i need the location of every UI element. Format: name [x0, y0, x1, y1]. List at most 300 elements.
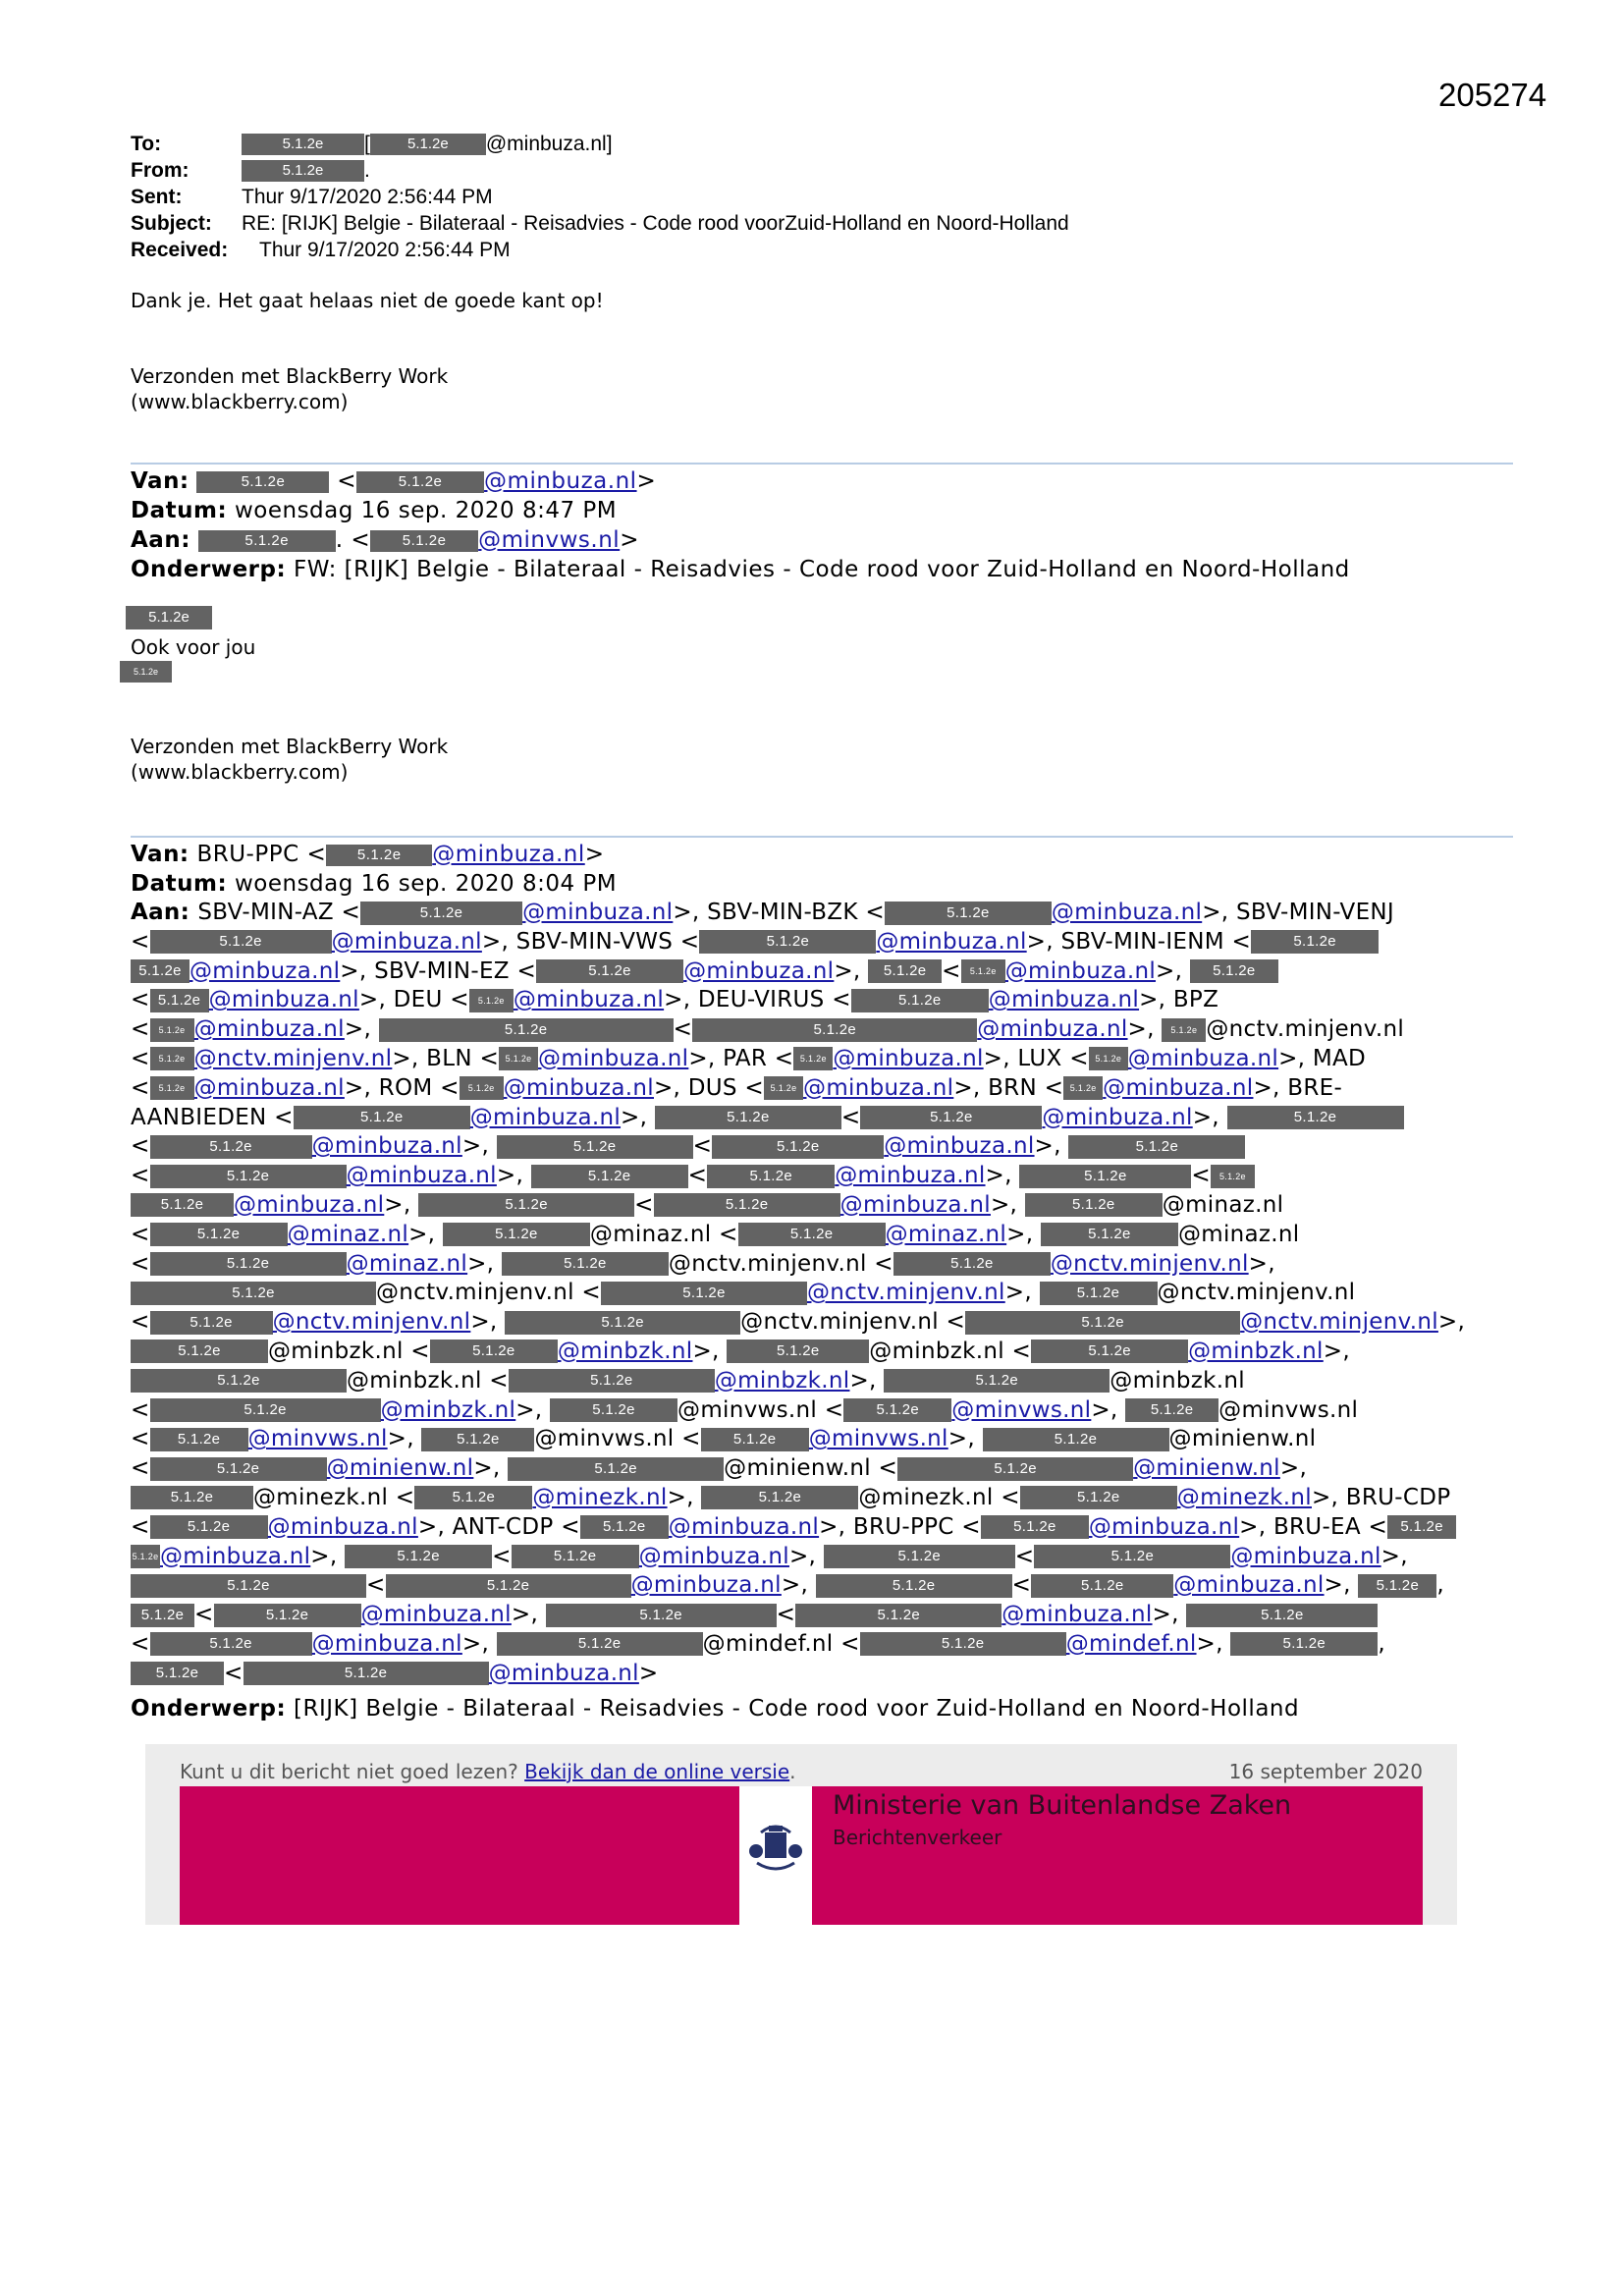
recipient-email-link[interactable]: @minbuza.nl: [638, 1543, 789, 1569]
redaction-box: 5.1.2e: [1041, 1223, 1178, 1246]
redaction-box: 5.1.2e: [1162, 1018, 1206, 1042]
redaction-box: 5.1.2e: [214, 1604, 361, 1627]
from-label: From:: [131, 159, 189, 182]
redaction-box: 5.1.2e: [150, 1135, 312, 1159]
recipient-text: >,: [1004, 1280, 1040, 1306]
recipients-list: [131, 899, 1515, 1689]
redaction-box: 5.1.2e: [1230, 1632, 1378, 1656]
redaction-box: 5.1.2e: [131, 1545, 160, 1568]
recipient-text: >,: [1152, 1602, 1187, 1628]
redaction-box: 5.1.2e: [150, 1047, 194, 1070]
redaction-box: 5.1.2e: [512, 1545, 639, 1568]
redaction-box: 5.1.2e: [150, 1515, 268, 1539]
subject-value: RE: [RIJK] Belgie - Bilateraal - Reisadvies - Code rood voorZuid-Holland en Noord-Holland: [242, 212, 1069, 235]
recipient-text: >,: [461, 1133, 497, 1160]
redaction-box: 5.1.2e: [430, 1339, 558, 1363]
recipient-text: <: [131, 1133, 150, 1160]
recipient-email-link[interactable]: @minbuza.nl: [311, 1133, 462, 1160]
redaction-box: 5.1.2e: [131, 1486, 253, 1509]
recipient-email-link[interactable]: @nctv.minjenv.nl: [272, 1309, 471, 1336]
redaction-box: 5.1.2e: [294, 1106, 470, 1129]
redaction-box: 5.1.2e: [1089, 1047, 1128, 1070]
recipient-email-link[interactable]: @minienw.nl: [1133, 1455, 1280, 1482]
recipient-email-link[interactable]: @nctv.minjenv.nl: [193, 1045, 393, 1071]
recipient-email-link[interactable]: @minbuza.nl: [503, 1074, 654, 1101]
recipient-text: >, PAR <: [688, 1045, 794, 1071]
recipient-text: >, SBV-MIN-IENM <: [1026, 928, 1252, 955]
recipient-text: >,: [990, 1191, 1025, 1218]
redaction-box: 5.1.2e: [508, 1457, 724, 1481]
recipient-email-link[interactable]: @minbuza.nl: [189, 957, 341, 984]
recipient-email-link[interactable]: @minbuza.nl: [1001, 1602, 1153, 1628]
recipient-text: @mindef.nl <: [702, 1630, 860, 1657]
recipient-email-link[interactable]: @minbuza.nl: [884, 1133, 1035, 1160]
recipient-text: @nctv.minjenv.nl <: [740, 1309, 966, 1336]
recipient-text: >,: [692, 1338, 728, 1364]
recipient-text: <: [131, 928, 150, 955]
recipient-email-link[interactable]: @minbuza.nl: [876, 928, 1027, 955]
recipient-text: >,: [621, 1104, 655, 1130]
recipient-text: >,: [1279, 1455, 1308, 1482]
recipient-email-link[interactable]: @minbzk.nl: [557, 1338, 693, 1364]
recipient-email-link[interactable]: @minbuza.nl: [1173, 1572, 1325, 1599]
recipient-text: <: [131, 1016, 150, 1043]
recipient-line: [131, 1367, 1515, 1396]
redaction-box: 5.1.2e: [983, 1428, 1169, 1451]
recipient-text: @nctv.minjenv.nl: [1157, 1280, 1356, 1306]
redaction-box: 5.1.2e: [727, 1339, 869, 1363]
redaction-box: 5.1.2e: [1211, 1165, 1255, 1188]
redaction-box: 5.1.2e: [131, 1193, 234, 1217]
redaction-box: 5.1.2e: [601, 1282, 807, 1305]
recipient-line: [131, 928, 1515, 957]
to-row: To: 5.1.2e [ 5.1.2e @minbuza.nl]: [131, 133, 613, 155]
recipient-text: @nctv.minjenv.nl <: [376, 1280, 601, 1306]
redaction-box: 5.1.2e: [1020, 1486, 1177, 1509]
recipient-line: [131, 1484, 1515, 1513]
recipient-email-link[interactable]: @minvws.nl: [808, 1426, 948, 1452]
recipient-text: <: [194, 1602, 214, 1628]
redaction-box: 5.1.2e: [131, 1369, 347, 1393]
redaction-box: 5.1.2e: [499, 1047, 538, 1070]
recipient-email-link[interactable]: @minbuza.nl: [1004, 957, 1157, 984]
redaction-box: 5.1.2e: [421, 1428, 534, 1451]
recipient-text: >, DEU <: [358, 987, 469, 1013]
redaction-box: 5.1.2e: [326, 845, 432, 866]
recipient-email-link[interactable]: @minbuza.nl: [803, 1074, 954, 1101]
redaction-box: 5.1.2e: [198, 530, 336, 552]
recipient-text: >,: [1248, 1250, 1275, 1277]
recipient-text: >, SBV-MIN-VENJ: [1202, 900, 1395, 925]
recipient-email-link[interactable]: @minbuza.nl: [988, 987, 1140, 1013]
banner-date: 16 september 2020: [1228, 1760, 1423, 1783]
recipient-text: >,: [849, 1367, 885, 1394]
recipient-text: >, ANT-CDP <: [417, 1513, 580, 1540]
redaction-box: 5.1.2e: [692, 1018, 977, 1042]
orig-datum-label: Datum:: [131, 871, 228, 897]
redaction-box: 5.1.2e: [370, 530, 478, 552]
recipient-text: >, BRN <: [953, 1074, 1064, 1101]
orig-onderwerp-value: [RIJK] Belgie - Bilateraal - Reisadvies - Code rood voor Zuid-Holland en Noord-Holland: [294, 1696, 1300, 1722]
redaction-box: 5.1.2e: [1040, 1282, 1158, 1305]
recipient-text: <: [1011, 1572, 1032, 1599]
signature-line-1: Verzonden met BlackBerry Work: [131, 364, 449, 388]
redaction-box: 5.1.2e: [655, 1106, 841, 1129]
redaction-box: 5.1.2e: [580, 1515, 669, 1539]
recipient-email-link[interactable]: @minbuza.nl: [1051, 900, 1203, 925]
redaction-box: 5.1.2e: [885, 902, 1052, 925]
recipient-line: [131, 957, 1515, 987]
redaction-box: 5.1.2e: [196, 471, 329, 493]
recipient-text: <: [131, 1045, 150, 1071]
recipient-email-link[interactable]: @minbuza.nl: [360, 1602, 512, 1628]
orig-van-email[interactable]: @minbuza.nl: [432, 842, 585, 867]
recipient-text: @minienw.nl <: [724, 1455, 898, 1482]
redaction-box: 5.1.2e: [150, 1457, 327, 1481]
redaction-box: 5.1.2e: [843, 1398, 951, 1422]
recipient-line: [131, 1425, 1515, 1454]
recipient-email-link[interactable]: @minbuza.nl: [522, 900, 674, 925]
recipient-text: @nctv.minjenv.nl <: [668, 1250, 893, 1277]
recipient-text: >,: [384, 1191, 419, 1218]
recipient-text: <: [131, 1396, 150, 1423]
redaction-box: 5.1.2e: [120, 661, 172, 683]
redaction-box: 5.1.2e: [961, 959, 1005, 983]
recipient-email-link[interactable]: @minaz.nl: [885, 1221, 1007, 1247]
recipient-line: [131, 1191, 1515, 1221]
recipient-email-link[interactable]: @minbuza.nl: [193, 1074, 345, 1101]
recipient-email-link[interactable]: @minaz.nl: [346, 1250, 468, 1277]
recipient-email-link[interactable]: @minezk.nl: [1176, 1484, 1312, 1510]
sent-value: Thur 9/17/2020 2:56:44 PM: [242, 186, 493, 208]
recipient-text: @minezk.nl <: [253, 1484, 415, 1510]
recipient-email-link[interactable]: @minbuza.nl: [668, 1513, 820, 1540]
redaction-box: 5.1.2e: [418, 1193, 634, 1217]
recipient-email-link[interactable]: @minbzk.nl: [380, 1396, 516, 1423]
redaction-box: 5.1.2e: [1063, 1076, 1103, 1100]
recipient-text: >,: [781, 1572, 816, 1599]
recipient-text: <: [131, 1074, 150, 1101]
crest-logo: [739, 1786, 812, 1925]
redaction-box: 5.1.2e: [244, 1662, 489, 1685]
recipient-email-link[interactable]: @minezk.nl: [532, 1484, 668, 1510]
redaction-box: 5.1.2e: [1034, 1545, 1230, 1568]
recipient-text: >, MAD: [1278, 1045, 1367, 1071]
recipient-email-link[interactable]: @nctv.minjenv.nl: [1050, 1250, 1249, 1277]
recipient-text: >, BRU-PPC <: [819, 1513, 981, 1540]
fw-header: [131, 466, 1350, 584]
orig-header: [131, 840, 617, 899]
recipient-text: >,: [834, 957, 869, 984]
recipient-line: [131, 1338, 1515, 1367]
orig-onderwerp-row: [131, 1694, 1299, 1723]
recipient-text: @minbzk.nl <: [347, 1367, 509, 1394]
redaction-box: 5.1.2e: [497, 1135, 693, 1159]
redaction-box: 5.1.2e: [509, 1369, 715, 1393]
redaction-box: 5.1.2e: [131, 959, 189, 983]
recipient-line: [131, 1543, 1515, 1572]
fw-van-row: Van: 5.1.2e < 5.1.2e @minbuza.nl>: [131, 468, 657, 494]
redaction-box: 5.1.2e: [370, 134, 486, 155]
recipient-text: <: [840, 1104, 861, 1130]
ministry-subtitle: Berichtenverkeer: [833, 1826, 1002, 1849]
recipient-text: >, ROM <: [344, 1074, 460, 1101]
redaction-box: 5.1.2e: [981, 1515, 1089, 1539]
recipient-email-link[interactable]: @minbuza.nl: [267, 1513, 418, 1540]
recipient-email-link[interactable]: @minbuza.nl: [160, 1543, 311, 1569]
recipient-line: [131, 1074, 1515, 1104]
recipient-text: >,: [496, 1163, 531, 1189]
redaction-box: 5.1.2e: [536, 959, 683, 983]
redaction-box: 5.1.2e: [1031, 1574, 1173, 1598]
recipient-line: [131, 899, 1515, 928]
recipient-text: >,: [511, 1602, 546, 1628]
ministry-banner: [145, 1744, 1457, 1925]
recipient-text: <: [131, 1455, 150, 1482]
from-row: From: 5.1.2e .: [131, 159, 370, 182]
recipient-email-link[interactable]: @minbuza.nl: [488, 1660, 639, 1686]
ministry-title: Ministerie van Buitenlandse Zaken: [833, 1790, 1292, 1821]
redaction-box: 5.1.2e: [131, 1574, 366, 1598]
redaction-box: 5.1.2e: [150, 1018, 194, 1042]
recipient-email-link[interactable]: @minbuza.nl: [1230, 1543, 1381, 1569]
recipient-text: >,: [1091, 1396, 1126, 1423]
redaction-box: 5.1.2e: [345, 1545, 492, 1568]
recipient-text: >,: [667, 1484, 702, 1510]
recipient-text: @minaz.nl <: [589, 1221, 738, 1247]
recipient-email-link[interactable]: @minbuza.nl: [1042, 1104, 1193, 1130]
recipient-email-link[interactable]: @minbuza.nl: [835, 1163, 986, 1189]
fw-van-email[interactable]: @minbuza.nl: [484, 468, 637, 494]
recipient-text: <: [776, 1602, 796, 1628]
banner-header: [180, 1786, 1423, 1925]
redaction-box: 5.1.2e: [460, 1076, 504, 1100]
recipient-email-link[interactable]: @minbuza.nl: [193, 1016, 345, 1043]
redaction-box: 5.1.2e: [1190, 959, 1278, 983]
redaction-box: 5.1.2e: [793, 1047, 833, 1070]
fw-van-label: Van:: [131, 468, 189, 494]
recipient-text: <: [224, 1660, 244, 1686]
recipient-line: [131, 1571, 1515, 1601]
redaction-box: 5.1.2e: [965, 1311, 1240, 1335]
redaction-box: 5.1.2e: [131, 1662, 224, 1685]
recipient-email-link[interactable]: @nctv.minjenv.nl: [806, 1280, 1005, 1306]
recipient-email-link[interactable]: @minbuza.nl: [630, 1572, 782, 1599]
redaction-box: 5.1.2e: [1387, 1515, 1456, 1539]
redaction-box: 5.1.2e: [386, 1574, 631, 1598]
recipient-text: >, SBV-MIN-EZ <: [340, 957, 537, 984]
sent-label: Sent:: [131, 186, 183, 208]
recipient-text: >,: [1323, 1338, 1350, 1364]
recipient-email-link[interactable]: @minbzk.nl: [1188, 1338, 1324, 1364]
redaction-box: 5.1.2e: [414, 1486, 532, 1509]
redaction-box: 5.1.2e: [150, 1252, 347, 1276]
recipient-email-link[interactable]: @minbuza.nl: [234, 1191, 385, 1218]
recipient-email-link[interactable]: @mindef.nl: [1065, 1630, 1197, 1657]
online-version-link[interactable]: Bekijk dan de online versie: [524, 1760, 790, 1783]
recipient-text: <: [492, 1543, 512, 1569]
recipient-text: @minbzk.nl <: [869, 1338, 1032, 1364]
to-label: To:: [131, 133, 162, 155]
recipient-text: >,: [1156, 957, 1190, 984]
recipient-email-link[interactable]: @minbuza.nl: [346, 1163, 497, 1189]
banner-topline: Kunt u dit bericht niet goed lezen? Bekijk dan de online versie. 16 september 2020: [180, 1760, 1423, 1783]
recipient-text: >,: [1380, 1543, 1408, 1569]
recipient-email-link[interactable]: @minbuza.nl: [833, 1045, 984, 1071]
fw-aan-email[interactable]: @minvws.nl: [478, 527, 621, 553]
recipient-email-link[interactable]: @minbuza.nl: [1103, 1074, 1254, 1101]
recipient-text: <: [692, 1133, 713, 1160]
recipient-text: <: [1191, 1163, 1211, 1189]
recipient-line: [131, 1630, 1515, 1660]
orig-van-name: BRU-PPC <: [196, 842, 327, 867]
recipient-email-link[interactable]: @minbuza.nl: [1088, 1513, 1240, 1540]
redaction-box: 5.1.2e: [699, 930, 876, 954]
recipient-text: >,: [515, 1396, 551, 1423]
recipient-email-link[interactable]: @nctv.minjenv.nl: [1240, 1309, 1438, 1336]
recipient-email-link[interactable]: @minbuza.nl: [839, 1191, 991, 1218]
recipient-email-link[interactable]: @minbuza.nl: [1127, 1045, 1279, 1071]
recipient-text: @minaz.nl: [1162, 1191, 1284, 1218]
recipient-email-link[interactable]: @minbuza.nl: [683, 957, 835, 984]
recipient-text: >, DEU-VIRUS <: [664, 987, 851, 1013]
recipient-text: ,: [1436, 1572, 1444, 1599]
recipient-line: [131, 1132, 1515, 1162]
redaction-box: 5.1.2e: [150, 930, 332, 954]
received-row: [131, 237, 1069, 263]
recipient-line: [131, 1045, 1515, 1074]
recipient-text: @minbzk.nl: [1110, 1367, 1245, 1394]
recipient-text: @nctv.minjenv.nl: [1206, 1016, 1405, 1043]
sent-row: [131, 184, 1069, 210]
recipient-line: [131, 986, 1515, 1015]
redaction-box: 5.1.2e: [150, 1311, 273, 1335]
recipient-text: @minaz.nl: [1177, 1221, 1300, 1247]
recipient-text: @minbzk.nl <: [268, 1338, 430, 1364]
redaction-box: 5.1.2e: [356, 471, 484, 493]
recipient-email-link[interactable]: @minienw.nl: [326, 1455, 474, 1482]
redaction-box: 5.1.2e: [505, 1311, 740, 1335]
recipient-text: >,: [461, 1630, 497, 1657]
recipient-text: @minvws.nl <: [677, 1396, 844, 1423]
recipient-text: >, BPZ: [1139, 987, 1219, 1013]
redaction-box: 5.1.2e: [884, 1369, 1110, 1393]
separator: [131, 836, 1513, 838]
coat-of-arms-icon: [739, 1786, 812, 1925]
recipient-text: >,: [467, 1250, 502, 1277]
redaction-box: 5.1.2e: [131, 1604, 194, 1627]
redaction-box: 5.1.2e: [851, 989, 989, 1012]
recipient-email-link[interactable]: @minvws.nl: [247, 1426, 388, 1452]
redaction-box: 5.1.2e: [242, 160, 364, 182]
redaction-box: 5.1.2e: [531, 1165, 688, 1188]
redaction-box: 5.1.2e: [764, 1076, 803, 1100]
fw-onderwerp-row: [131, 555, 1350, 584]
redaction-box: 5.1.2e: [1358, 1574, 1436, 1598]
recipient-text: >, BRU-EA <: [1239, 1513, 1388, 1540]
redaction-box: 5.1.2e: [1227, 1106, 1404, 1129]
redaction-box: 5.1.2e: [379, 1018, 674, 1042]
recipient-line: [131, 1308, 1515, 1338]
to-domain: @minbuza.nl]: [485, 133, 613, 155]
recipient-text: <: [131, 1221, 150, 1247]
recipient-email-link[interactable]: @minvws.nl: [951, 1396, 1092, 1423]
orig-onderwerp-label: Onderwerp:: [131, 1696, 287, 1722]
reply-body: Dank je. Het gaat helaas niet de goede kant op!: [131, 289, 604, 312]
fw-signature-line-2: (www.blackberry.com): [131, 760, 349, 784]
recipient-line: [131, 1601, 1515, 1630]
redaction-box: 5.1.2e: [150, 1428, 248, 1451]
redaction-box: 5.1.2e: [131, 1282, 376, 1305]
recipient-text: >,: [1196, 1630, 1231, 1657]
orig-van-row: Van: BRU-PPC < 5.1.2e @minbuza.nl>: [131, 842, 605, 867]
recipient-line: [131, 1104, 1515, 1133]
recipient-email-link[interactable]: @minbuza.nl: [977, 1016, 1128, 1043]
recipient-line: [131, 1221, 1515, 1250]
redaction-box: 5.1.2e: [738, 1223, 886, 1246]
fw-datum-value: woensdag 16 sep. 2020 8:47 PM: [234, 498, 618, 523]
redaction-box: 5.1.2e: [126, 606, 212, 629]
recipient-line: [131, 1660, 1515, 1689]
separator: [131, 463, 1513, 465]
recipient-email-link[interactable]: @minbuza.nl: [513, 987, 665, 1013]
recipient-text: <: [131, 1250, 150, 1277]
redaction-box: 5.1.2e: [824, 1545, 1015, 1568]
recipient-text: >, BLN <: [392, 1045, 500, 1071]
redaction-box: 5.1.2e: [360, 902, 522, 925]
fw-signature-line-1: Verzonden met BlackBerry Work: [131, 735, 449, 758]
recipient-text: <: [942, 957, 961, 984]
recipient-email-link[interactable]: @minaz.nl: [287, 1221, 409, 1247]
recipient-email-link[interactable]: @minbuza.nl: [469, 1104, 622, 1130]
recipient-email-link[interactable]: @minbuza.nl: [538, 1045, 689, 1071]
recipient-text: >, BRE-: [1253, 1074, 1343, 1101]
fw-aan-row: Aan: 5.1.2e . < 5.1.2e @minvws.nl>: [131, 527, 639, 553]
fw-onderwerp-value: FW: [RIJK] Belgie - Bilateraal - Reisadvies - Code rood voor Zuid-Holland en Noord-Holland: [294, 557, 1350, 582]
recipient-line: [131, 1513, 1515, 1543]
redaction-box: 5.1.2e: [150, 1076, 194, 1100]
recipient-email-link[interactable]: @minbuza.nl: [331, 928, 482, 955]
redaction-box: 5.1.2e: [150, 1632, 312, 1656]
redaction-box: 5.1.2e: [443, 1223, 590, 1246]
recipient-email-link[interactable]: @minbuza.nl: [208, 987, 359, 1013]
fw-onderwerp-label: Onderwerp:: [131, 557, 287, 582]
recipient-text: >,: [788, 1543, 824, 1569]
recipient-text: >,: [1192, 1104, 1227, 1130]
redaction-box: 5.1.2e: [1025, 1193, 1163, 1217]
recipient-text: >, BRU-CDP: [1311, 1484, 1451, 1510]
recipient-text: @minvws.nl <: [534, 1426, 701, 1452]
redaction-box: 5.1.2e: [701, 1428, 809, 1451]
recipient-text: >,: [1006, 1221, 1041, 1247]
recipient-email-link[interactable]: @minbuza.nl: [311, 1630, 462, 1657]
recipient-text: >,: [1437, 1309, 1466, 1336]
redaction-box: 5.1.2e: [1068, 1135, 1245, 1159]
orig-aan-label: Aan:: [131, 900, 198, 925]
recipient-text: >,: [408, 1221, 443, 1247]
recipient-email-link[interactable]: @minbzk.nl: [714, 1367, 850, 1394]
redaction-box: 5.1.2e: [150, 1165, 347, 1188]
subject-row: [131, 210, 1069, 237]
recipient-text: <: [131, 1630, 150, 1657]
redaction-box: 5.1.2e: [1251, 930, 1379, 954]
received-label: Received:: [131, 239, 229, 261]
recipient-text: <: [131, 987, 150, 1013]
recipient-text: >, SBV-MIN-BZK <: [673, 900, 885, 925]
redaction-box: 5.1.2e: [150, 1223, 288, 1246]
recipient-line: [131, 1396, 1515, 1426]
redaction-box: 5.1.2e: [701, 1486, 858, 1509]
